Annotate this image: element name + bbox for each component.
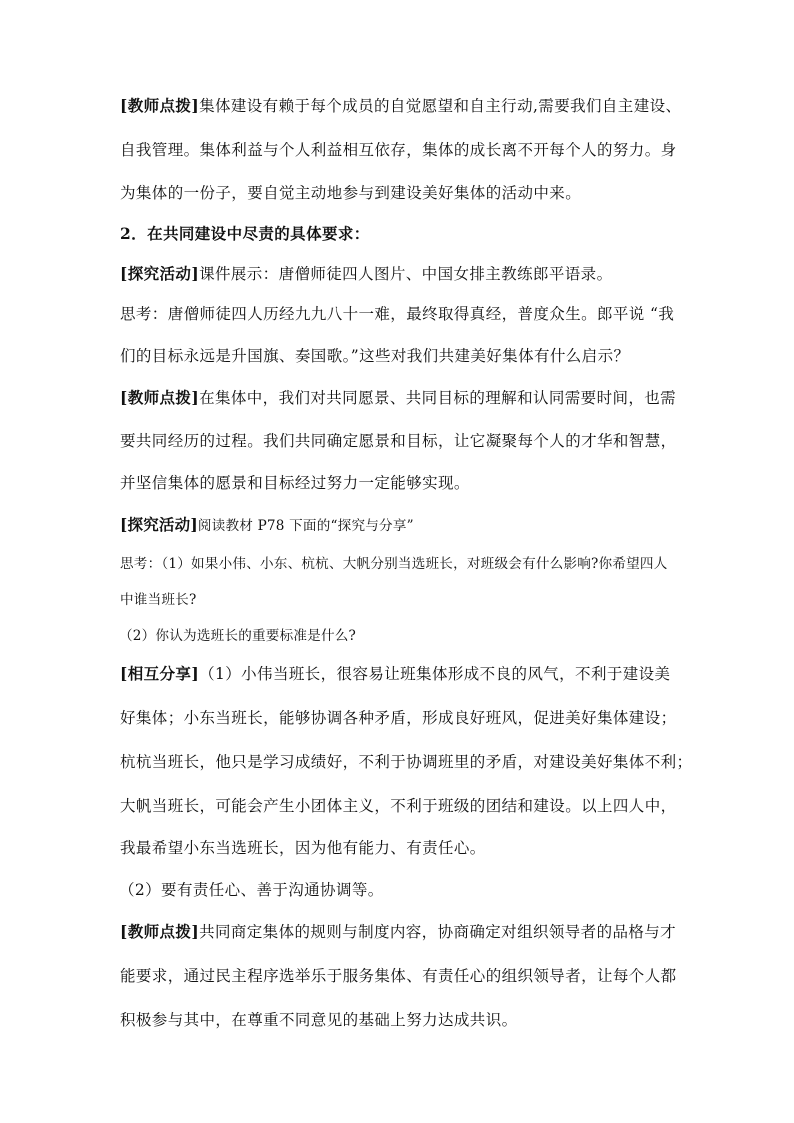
paragraph-line: 思考：唐僧师徒四人历经九九八十一难，最终取得真经，普度众生。郎平说 “我 bbox=[120, 305, 675, 323]
paragraph-line: 们的目标永远是升国旗、奏国歌。”这些对我们共建美好集体有什么启示？ bbox=[120, 347, 630, 365]
paragraph-line: 好集体；小东当班长，能够协调各种矛盾，形成良好班风，促进美好集体建设； bbox=[120, 709, 677, 727]
paragraph-line: （2）要有责任心、善于沟通协调等。 bbox=[119, 881, 384, 899]
paragraph-line: 为集体的一份子，要自觉主动地参与到建设美好集体的活动中来。 bbox=[120, 184, 582, 202]
paragraph-line: 中谁当班长? bbox=[120, 592, 197, 608]
paragraph-line: 能要求，通过民主程序选举乐于服务集体、有责任心的组织领导者，让每个人都 bbox=[120, 967, 677, 985]
paragraph-line: 要共同经历的过程。我们共同确定愿景和目标，让它凝聚每个人的才华和智慧， bbox=[120, 432, 677, 450]
paragraph-line: 大帆当班长，可能会产生小团体主义，不利于班级的团结和建设。以上四人中， bbox=[120, 797, 677, 815]
paragraph-text: 共同商定集体的规则与制度内容，协商确定对组织领导者的品格与才 bbox=[199, 923, 677, 941]
paragraph-line: （2）你认为选班长的重要标准是什么? bbox=[119, 628, 357, 644]
paragraph-line bbox=[120, 264, 612, 284]
paragraph-line: 积极参与其中，在尊重不同意见的基础上努力达成共识。 bbox=[120, 1011, 518, 1029]
paragraph-line bbox=[120, 96, 681, 116]
paragraph-line bbox=[120, 515, 414, 536]
paragraph-line: 我最希望小东当选班长，因为他有能力、有责任心。 bbox=[120, 839, 486, 857]
teacher-tip-tag: [教师点拨] bbox=[120, 96, 200, 115]
inquiry-activity-tag: [探究活动] bbox=[120, 515, 198, 534]
paragraph-line bbox=[120, 664, 670, 684]
paragraph-line: 并坚信集体的愿景和目标经过努力一定能够实现。 bbox=[120, 474, 470, 492]
mutual-sharing-tag: [相互分享] bbox=[120, 664, 200, 683]
paragraph-text: 集体建设有赖于每个成员的自觉愿望和自主行动,需要我们自主建设、 bbox=[199, 97, 682, 115]
paragraph-line: 自我管理。集体利益与个人利益相互依存，集体的成长离不开每个人的努力。身 bbox=[120, 141, 677, 159]
paragraph-line bbox=[120, 922, 676, 942]
paragraph-text: 在集体中，我们对共同愿景、共同目标的理解和认同需要时间，也需 bbox=[199, 389, 677, 407]
section-heading: 2．在共同建设中尽责的具体要求： bbox=[120, 224, 370, 243]
paragraph-line bbox=[120, 388, 676, 408]
paragraph-line: 思考：（1）如果小伟、小东、杭杭、大帆分别当选班长，对班级会有什么影响?你希望四人 bbox=[120, 556, 668, 572]
paragraph-line: 杭杭当班长，他只是学习成绩好，不利于协调班里的矛盾，对建设美好集体不利； bbox=[120, 753, 693, 771]
teacher-tip-tag: [教师点拨] bbox=[120, 922, 200, 941]
inquiry-activity-tag: [探究活动] bbox=[120, 264, 200, 283]
paragraph-text: 课件展示：唐僧师徒四人图片、中国女排主教练郎平语录。 bbox=[199, 265, 613, 283]
teacher-tip-tag: [教师点拨] bbox=[120, 388, 200, 407]
paragraph-text: 阅读教材 P78 下面的“探究与分享” bbox=[197, 518, 414, 534]
paragraph-text: （1）小伟当班长，很容易让班集体形成不良的风气，不利于建设美 bbox=[199, 665, 671, 683]
